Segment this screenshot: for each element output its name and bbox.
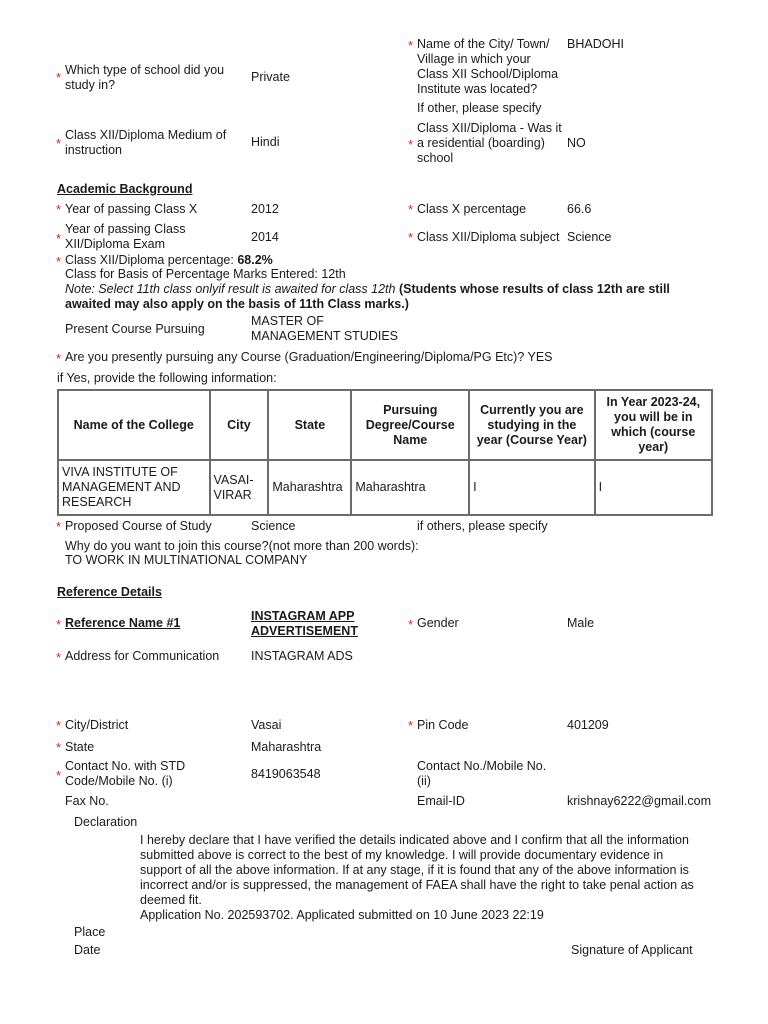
required-star: * [56,70,62,85]
pct-x-label: Class X percentage [417,202,527,216]
medium-value: Hindi [251,135,280,149]
year-x-label: Year of passing Class X [65,202,198,216]
proposed-label: Proposed Course of Study [65,519,212,533]
present-course-label: Present Course Pursuing [65,322,205,336]
col-header-current-year: Currently you are studying in the year (Course Year) [469,390,594,460]
residential-value: NO [567,136,586,150]
table-cell: I [469,460,594,515]
pct-xii-value: 68.2% [237,253,273,267]
reference-name-value: INSTAGRAM APP ADVERTISEMENT [251,609,358,638]
required-star: * [56,351,62,366]
ref-state-value: Maharashtra [251,740,322,754]
required-star: * [56,768,62,783]
subject-xii-value: Science [567,230,612,244]
table-cell: VIVA INSTITUTE OF MANAGEMENT AND RESEARCH [58,460,210,515]
required-star: * [408,38,414,53]
col-header-college: Name of the College [58,390,210,460]
reference-heading: Reference Details [57,585,162,599]
col-header-next-year: In Year 2023-24, you will be in which (course year) [595,390,712,460]
ref-city-value: Vasai [251,718,282,732]
col-header-city: City [210,390,269,460]
declaration-heading: Declaration [74,815,138,829]
pct-x-value: 66.6 [567,202,592,216]
fax-label: Fax No. [65,794,109,808]
table-row [58,460,712,515]
table-cell: Maharashtra [351,460,469,515]
table-cell: I [595,460,712,515]
note-text [65,282,715,312]
place-label: Place [74,925,106,939]
residential-label: Class XII/Diploma - Was it a residential (boarding) school [417,121,562,165]
school-city-label: Name of the City/ Town/ Village in which your Class XII School/Diploma Institute was located? [417,37,559,96]
required-star: * [56,519,62,534]
gender-value: Male [567,616,595,630]
if-yes-text: if Yes, provide the following information: [57,371,277,385]
proposed-value: Science [251,519,296,533]
year-xii-label: Year of passing Class XII/Diploma Exam [65,222,186,251]
contact1-value: 8419063548 [251,767,321,781]
year-x-value: 2012 [251,202,279,216]
required-star: * [56,650,62,665]
email-value: krishnay6222@gmail.com [567,794,712,808]
year-xii-value: 2014 [251,230,279,244]
school-other-label: If other, please specify [417,101,542,115]
required-star: * [408,202,414,217]
required-star: * [408,718,414,733]
col-header-state: State [268,390,351,460]
required-star: * [408,137,414,152]
school-city-value: BHADOHI [567,37,624,51]
email-label: Email-ID [417,794,465,808]
why-value: TO WORK IN MULTINATIONAL COMPANY [65,553,308,567]
proposed-others-label: if others, please specify [417,519,548,533]
contact1-label: Contact No. with STD Code/Mobile No. (i) [65,759,186,788]
reference-name-label: Reference Name #1 [65,616,181,630]
required-star: * [56,718,62,733]
required-star: * [56,202,62,217]
table-header-row [58,390,712,460]
pct-xii-label: Class XII/Diploma percentage: [65,253,238,267]
date-label: Date [74,943,101,957]
pct-xii-line [65,253,273,268]
basis-text: Class for Basis of Percentage Marks Entered: 12th [65,267,346,281]
table-cell: VASAI-VIRAR [210,460,269,515]
ref-state-label: State [65,740,95,754]
subject-xii-label: Class XII/Diploma subject [417,230,560,244]
gender-label: Gender [417,616,459,630]
present-course-value: MASTER OF MANAGEMENT STUDIES [251,314,399,343]
signature-label: Signature of Applicant [571,943,693,957]
pin-label: Pin Code [417,718,469,732]
address-value: INSTAGRAM ADS [251,649,353,663]
required-star: * [56,136,62,151]
medium-label: Class XII/Diploma Medium of instruction [65,128,227,157]
pursuing-question: Are you presently pursuing any Course (Graduation/Engineering/Diploma/PG Etc)? YES [65,350,553,364]
school-type-label: Which type of school did you study in? [65,63,225,92]
required-star: * [56,231,62,246]
required-star: * [56,254,62,269]
declaration-text: I hereby declare that I have verified the details indicated above and I confirm that all the information submitted above is correct to the best of my knowledge. I will provide documentary evidence in support of all the above information. If at any stage, if it is found that any of the above information is incorrect and/or is suppressed, the management of FAEA shall have the right to take penal action as deemed fit. [140,833,694,907]
note-bold: (Students whose results of class 12th are still awaited may also apply on the basis of 11th Class marks.) [65,282,670,311]
course-table [57,389,713,516]
table-cell: Maharashtra [268,460,351,515]
required-star: * [408,230,414,245]
required-star: * [408,617,414,632]
pin-value: 401209 [567,718,609,732]
address-label: Address for Communication [65,649,220,663]
contact2-label: Contact No./Mobile No. (ii) [417,759,547,788]
why-label: Why do you want to join this course?(not more than 200 words): [65,539,419,553]
required-star: * [56,617,62,632]
school-type-value: Private [251,70,290,84]
ref-city-label: City/District [65,718,129,732]
col-header-degree: Pursuing Degree/Course Name [351,390,469,460]
academic-heading: Academic Background [57,182,193,196]
application-line: Application No. 202593702. Applicated submitted on 10 June 2023 22:19 [140,908,544,922]
required-star: * [56,740,62,755]
note-italic: Note: Select 11th class onlyif result is awaited for class 12th [65,282,399,296]
